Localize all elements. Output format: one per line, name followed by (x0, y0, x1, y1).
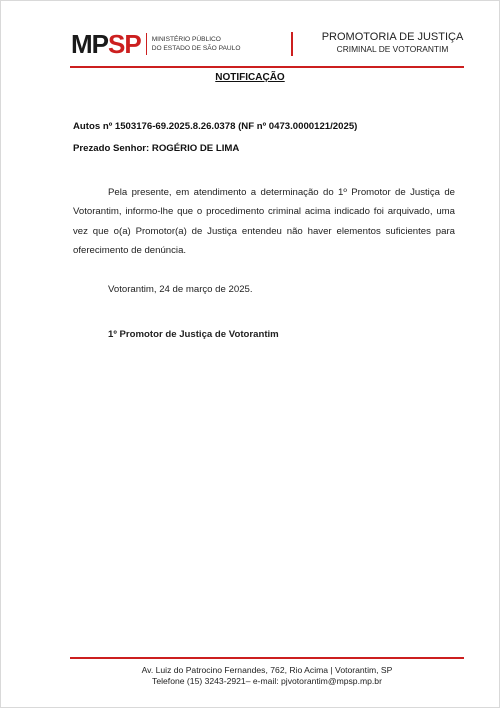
mpsp-logo (71, 31, 240, 57)
body-paragraph: Pela presente, em atendimento a determinação do 1º Promotor de Justiça de Votorantim, informo-lhe que o procedimento criminal acima indicado foi arquivado, uma vez que o(a) Promotor(a) de Justiça entendeu não haver elementos suficientes para oferecimento de denúncia. (73, 187, 455, 256)
logo-text (152, 35, 241, 53)
footer-rule (70, 657, 464, 659)
footer-contact: Telefone (15) 3243-2921– e-mail: pjvotorantim@mpsp.mp.br (152, 676, 382, 686)
document-title: NOTIFICAÇÃO (215, 72, 285, 83)
office-heading (310, 31, 475, 55)
logo-sp: SP (108, 29, 141, 59)
recipient-name: ROGÉRIO DE LIMA (151, 143, 240, 154)
salutation (73, 143, 239, 154)
office-line-1: PROMOTORIA DE JUSTIÇA (321, 31, 464, 43)
logo-line-2: DO ESTADO DE SÃO PAULO (151, 45, 241, 52)
date-line: Votorantim, 24 de março de 2025. (108, 284, 253, 295)
logo-line-1: MINISTÉRIO PÚBLICO (151, 36, 221, 43)
logo-separator (146, 33, 147, 55)
footer-address: Av. Luiz do Patrocino Fernandes, 762, Rio Acima | Votorantim, SP (141, 665, 393, 675)
header-divider (291, 32, 293, 56)
logo-mp: MP (71, 29, 108, 59)
footer (70, 665, 464, 687)
salutation-label: Prezado Senhor: (73, 143, 150, 154)
header-rule (70, 66, 464, 68)
signature: 1º Promotor de Justiça de Votorantim (108, 329, 279, 340)
case-number: Autos nº 1503176-69.2025.8.26.0378 (NF nº 0473.0000121/2025) (73, 121, 358, 132)
office-line-2: CRIMINAL DE VOTORANTIM (336, 44, 449, 54)
logo-mark (71, 31, 141, 57)
